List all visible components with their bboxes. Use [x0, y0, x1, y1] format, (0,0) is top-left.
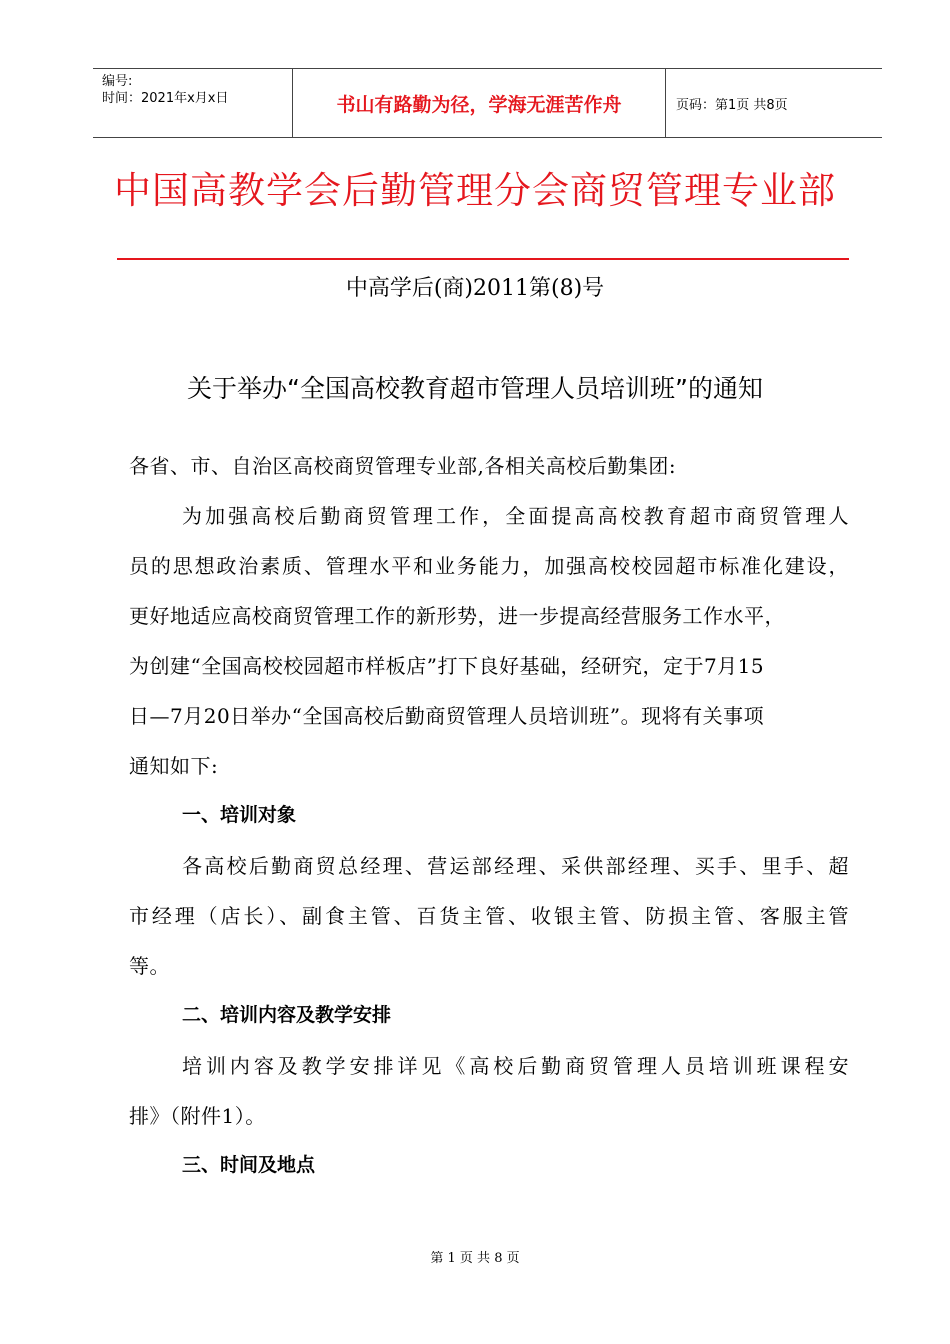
number-label: 编号: [102, 74, 133, 89]
page-info: 页码：第1页 共8页 [676, 97, 788, 113]
section-line: 等。 [129, 954, 170, 978]
notice-title: 关于举办“全国高校教育超市管理人员培训班”的通知 [187, 374, 763, 403]
org-title: 中国高教学会后勤管理分会商贸管理专业部 [114, 169, 836, 212]
motto: 书山有路勤为径，学海无涯苦作舟 [293, 69, 666, 137]
intro-line: 为加强高校后勤商贸管理工作，全面提高高校教育超市商贸管理人 [182, 504, 849, 528]
header-table [93, 68, 882, 138]
section-line: 排》（附件1）。 [129, 1104, 266, 1128]
header-left-cell [93, 69, 293, 137]
intro-line: 员的思想政治素质、管理水平和业务能力，加强高校校园超市标准化建设， [129, 554, 849, 578]
section-line: 市经理（店长）、副食主管、百货主管、收银主管、防损主管、客服主管 [129, 904, 849, 928]
red-divider [117, 258, 849, 260]
doc-number: 中高学后(商)2011第(8)号 [345, 276, 605, 301]
page-footer: 第 1 页 共 8 页 [430, 1251, 520, 1266]
addressee: 各省、市、自治区高校商贸管理专业部,各相关高校后勤集团: [129, 454, 677, 478]
intro-line: 更好地适应高校商贸管理工作的新形势，进一步提高经营服务工作水平， [129, 604, 785, 628]
section-heading: 二、培训内容及教学安排 [182, 1004, 392, 1026]
section-line: 各高校后勤商贸总经理、营运部经理、采供部经理、买手、里手、超 [182, 854, 849, 878]
intro-line: 通知如下: [129, 754, 219, 778]
intro-line: 日—7月20日举办“全国高校后勤商贸管理人员培训班”。现将有关事项 [129, 704, 765, 728]
intro-line: 为创建“全国高校校园超市样板店”打下良好基础，经研究，定于7月15 [129, 654, 765, 678]
section-heading: 一、培训对象 [182, 804, 297, 826]
time-label: 时间：2021年x月x日 [102, 91, 229, 106]
section-line: 培训内容及教学安排详见《高校后勤商贸管理人员培训班课程安 [182, 1054, 849, 1078]
section-heading: 三、时间及地点 [182, 1154, 316, 1176]
